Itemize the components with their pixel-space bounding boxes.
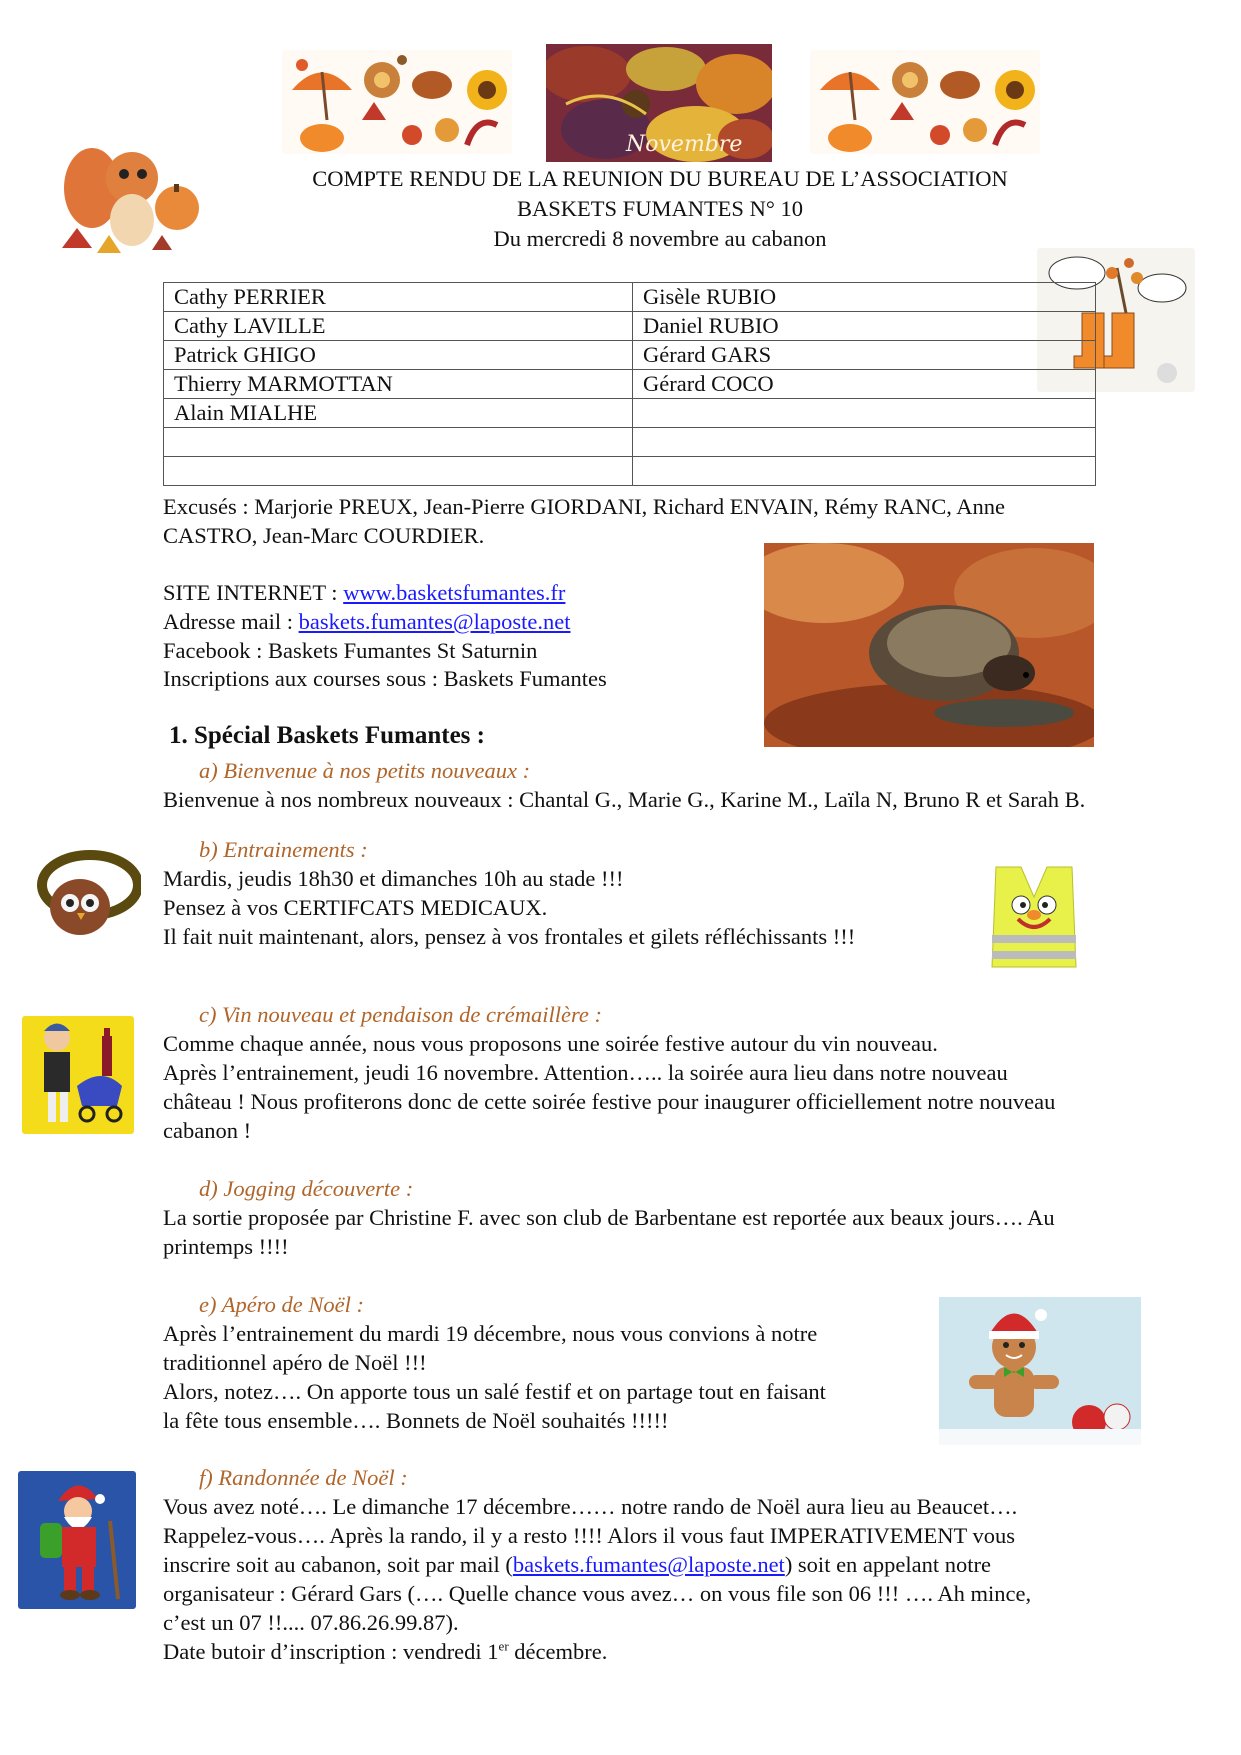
subsection-f-text: Rappelez-vous…. Après la rando, il y a resto !!!! Alors il vous faut IMPERATIVEMENT vous [163, 1523, 1015, 1548]
subsection-e-heading: e) Apéro de Noël : [199, 1292, 364, 1317]
attendee-cell: Gisèle RUBIO [633, 283, 1096, 312]
f-text-post: ) soit en appelant notre [784, 1552, 991, 1577]
section-title: 1. Spécial Baskets Fumantes : [169, 722, 485, 749]
subsection-f-heading: f) Randonnée de Noël : [199, 1465, 408, 1490]
autumn-banner-right [810, 50, 1040, 154]
subsection-b-text: Mardis, jeudis 18h30 et dimanches 10h au stade !!! [163, 866, 624, 891]
table-row [164, 428, 1096, 457]
deadline-pre: Date butoir d’inscription : vendredi 1 [163, 1639, 499, 1664]
report-title: COMPTE RENDU DE LA REUNION DU BUREAU DE L’ASSOCIATION [312, 166, 1008, 191]
subsection-a-heading: a) Bienvenue à nos petits nouveaux : [199, 758, 531, 783]
attendee-cell: Cathy PERRIER [164, 283, 633, 312]
email-link[interactable]: baskets.fumantes@laposte.net [512, 1552, 785, 1577]
excuses-line: CASTRO, Jean-Marc COURDIER. [163, 523, 485, 548]
subsection-f-text: c’est un 07 !!.... 07.86.26.99.87). [163, 1610, 459, 1635]
site-label: SITE INTERNET : [163, 580, 344, 605]
attendee-cell [633, 399, 1096, 428]
inscriptions-line: Inscriptions aux courses sous : Baskets Fumantes [163, 666, 607, 691]
subsection-c-text: Après l’entrainement, jeudi 16 novembre. Attention….. la soirée aura lieu dans notre nouveau [163, 1060, 1008, 1085]
subsection-e-text: traditionnel apéro de Noël !!! [163, 1350, 427, 1375]
attendee-cell: Gérard GARS [633, 341, 1096, 370]
attendee-cell: Gérard COCO [633, 370, 1096, 399]
novembre-leaves-image [546, 44, 772, 162]
santa-hiker-cartoon [18, 1471, 136, 1609]
subsection-d-heading: d) Jogging découverte : [199, 1176, 414, 1201]
attendee-cell: Alain MIALHE [164, 399, 633, 428]
attendee-cell: Patrick GHIGO [164, 341, 633, 370]
excuses-line: Excusés : Marjorie PREUX, Jean-Pierre GIORDANI, Richard ENVAIN, Rémy RANC, Anne [163, 494, 1005, 519]
attendee-cell [633, 428, 1096, 457]
owl-headlamp-image [35, 845, 141, 945]
banner-caption: Novembre [626, 132, 743, 157]
subsection-c-heading: c) Vin nouveau et pendaison de crémaillère : [199, 1002, 602, 1027]
attendee-cell [164, 428, 633, 457]
attendee-cell: Cathy LAVILLE [164, 312, 633, 341]
subsection-b-heading: b) Entrainements : [199, 837, 368, 862]
gingerbread-image [939, 1297, 1141, 1445]
autumn-banner-left [282, 50, 512, 154]
attendee-cell [633, 457, 1096, 486]
subsection-b-text: Pensez à vos CERTIFCATS MEDICAUX. [163, 895, 548, 920]
f-text-pre: inscrire soit au cabanon, soit par mail ( [163, 1552, 513, 1577]
table-row [164, 283, 1096, 312]
attendees-table [163, 282, 1096, 486]
table-row [164, 312, 1096, 341]
hedgehog-photo [764, 543, 1094, 747]
subsection-c-text: château ! Nous profiterons donc de cette soirée festive pour inaugurer officiellement notre nouveau [163, 1089, 1056, 1114]
subsection-e-text: Alors, notez…. On apporte tous un salé festif et on partage tout en faisant [163, 1379, 826, 1404]
subsection-a-text: Bienvenue à nos nombreux nouveaux : Chantal G., Marie G., Karine M., Laïla N, Bruno R et Sarah B. [163, 787, 1086, 812]
deadline-line [163, 1637, 607, 1666]
facebook-line: Facebook : Baskets Fumantes St Saturnin [163, 638, 538, 663]
report-subtitle: BASKETS FUMANTES N° 10 [517, 196, 803, 221]
subsection-f-text: Vous avez noté…. Le dimanche 17 décembre…… notre rando de Noël aura lieu au Beaucet…. [163, 1494, 1018, 1519]
report-date: Du mercredi 8 novembre au cabanon [493, 226, 827, 251]
subsection-b-text: Il fait nuit maintenant, alors, pensez à vos frontales et gilets réfléchissants !!! [163, 924, 856, 949]
subsection-d-text: printemps !!!! [163, 1234, 289, 1259]
site-internet-line [163, 578, 565, 607]
subsection-e-text: Après l’entrainement du mardi 19 décembre, nous vous convions à notre [163, 1321, 818, 1346]
table-row [164, 370, 1096, 399]
mail-label: Adresse mail : [163, 609, 299, 634]
reflective-vest-image [976, 857, 1092, 975]
subsection-c-text: cabanon ! [163, 1118, 252, 1143]
subsection-f-text [163, 1550, 991, 1579]
email-line [163, 607, 571, 636]
table-row [164, 457, 1096, 486]
attendee-cell: Thierry MARMOTTAN [164, 370, 633, 399]
deadline-post: décembre. [508, 1639, 608, 1664]
site-link[interactable]: www.basketsfumantes.fr [343, 580, 566, 605]
table-row [164, 341, 1096, 370]
email-link[interactable]: baskets.fumantes@laposte.net [298, 609, 571, 634]
subsection-d-text: La sortie proposée par Christine F. avec son club de Barbentane est reportée aux beaux jours…. Au [163, 1205, 1055, 1230]
subsection-e-text: la fête tous ensemble…. Bonnets de Noël souhaités !!!!! [163, 1408, 669, 1433]
subsection-f-text: organisateur : Gérard Gars (…. Quelle chance vous avez… on vous file son 06 !!! …. Ah mince, [163, 1581, 1032, 1606]
subsection-c-text: Comme chaque année, nous vous proposons une soirée festive autour du vin nouveau. [163, 1031, 938, 1056]
deadline-sup: er [498, 1638, 509, 1654]
attendee-cell: Daniel RUBIO [633, 312, 1096, 341]
wine-stroller-cartoon [22, 1016, 134, 1134]
table-row [164, 399, 1096, 428]
attendee-cell [164, 457, 633, 486]
